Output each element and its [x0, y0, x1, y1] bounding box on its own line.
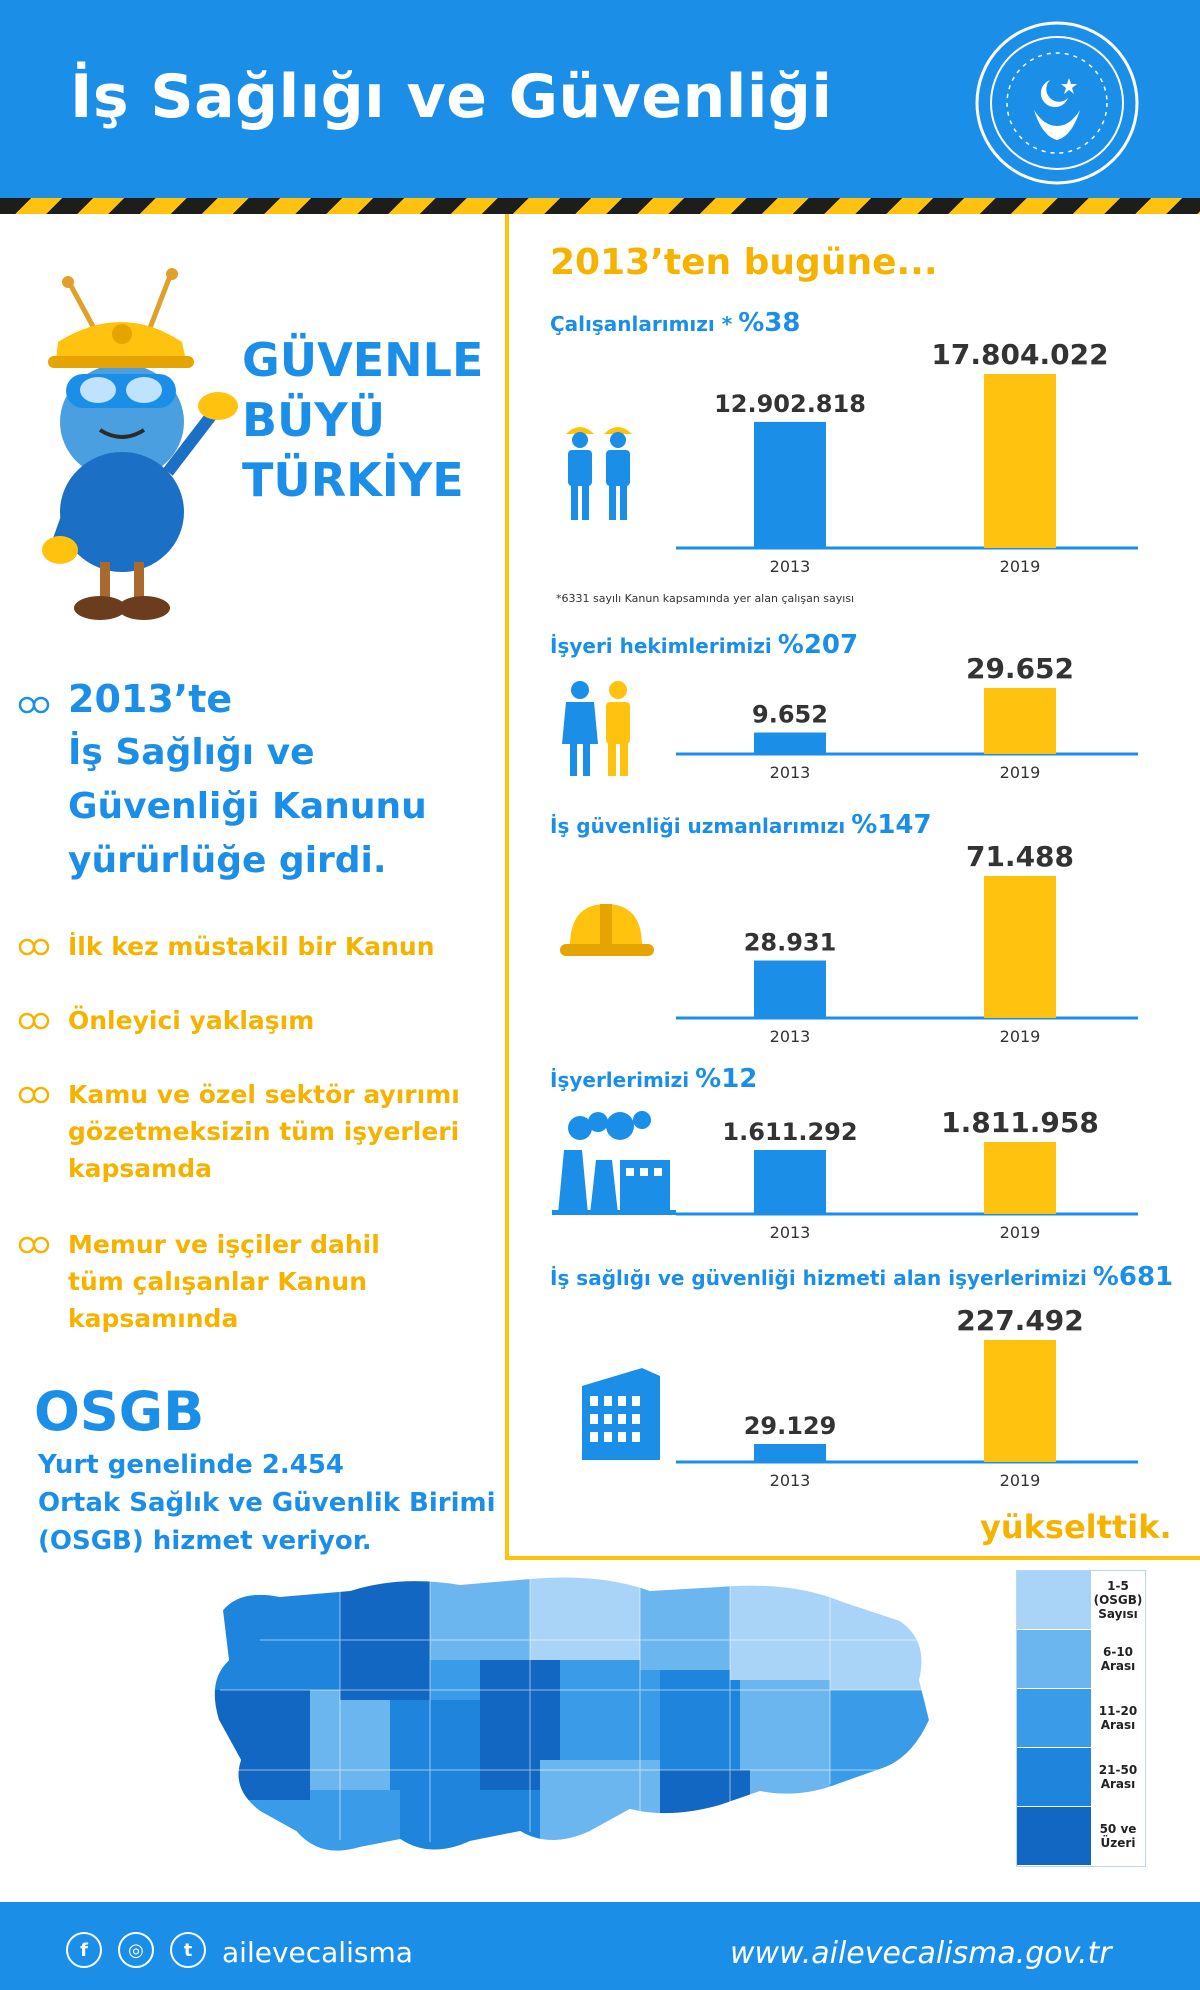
bar-chart-svg [660, 1098, 1140, 1244]
bar-value-label: 9.652 [752, 700, 828, 729]
instagram-icon[interactable]: ◎ [118, 1932, 154, 1968]
chart-workplace-doctors [660, 644, 1140, 784]
bar-value-label: 12.902.818 [714, 389, 866, 418]
metric-percent: %38 [738, 308, 801, 338]
law-title [68, 672, 427, 888]
chart-osh-service-workplaces [660, 1296, 1140, 1492]
bar-2019 [984, 688, 1056, 754]
bar-value-label: 71.488 [965, 840, 1075, 873]
legend-item [1017, 1571, 1145, 1630]
bar-2019 [984, 374, 1056, 548]
bar-2019 [984, 1340, 1056, 1462]
workers-icon [560, 418, 640, 522]
category-label: 2019 [999, 1471, 1041, 1490]
legend-swatch [1017, 1689, 1091, 1747]
legend-swatch [1017, 1630, 1091, 1688]
category-label: 2013 [769, 1471, 811, 1490]
category-label: 2013 [769, 1027, 811, 1046]
bar-chart-svg [660, 832, 1140, 1048]
legend-swatch [1017, 1807, 1091, 1865]
bar-value-label: 29.652 [965, 652, 1075, 685]
footer-bar [0, 1902, 1200, 1990]
bar-2019 [984, 876, 1056, 1018]
feature-line: kapsamında [68, 1304, 239, 1333]
metric-title: İşyerlerimizi [550, 1068, 690, 1092]
section-divider-bottom [505, 1556, 1200, 1560]
legend-item [1017, 1689, 1145, 1748]
bar-2013 [754, 422, 826, 548]
facebook-icon[interactable]: f [66, 1932, 102, 1968]
metric-percent: %147 [851, 810, 932, 840]
category-label: 2013 [769, 1223, 811, 1242]
law-line: İş Sağlığı ve [68, 732, 315, 773]
hard-hat-icon [556, 898, 656, 964]
chart-workplaces [660, 1098, 1140, 1244]
legend-label: 1-5 (OSGB) Sayısı [1091, 1571, 1145, 1629]
metric-percent: %207 [777, 630, 859, 660]
bar-chart-svg [660, 644, 1140, 784]
footnote: *6331 sayılı Kanun kapsamında yer alan çalışan sayısı [556, 592, 855, 605]
feature-line: İlk kez müstakil bir Kanun [68, 932, 435, 961]
bullet-icon [18, 936, 52, 958]
doctors-icon [560, 678, 640, 778]
bullet-icon [18, 1010, 52, 1032]
bar-value-label: 227.492 [956, 1304, 1084, 1337]
legend-label: 50 ve Üzeri [1091, 1807, 1145, 1865]
metric-title: İşyeri hekimlerimizi [550, 634, 772, 658]
twitter-icon[interactable]: t [170, 1932, 206, 1968]
legend-item [1017, 1630, 1145, 1689]
factory-icon [550, 1110, 676, 1216]
feature-line: kapsamda [68, 1154, 212, 1183]
slogan-line: TÜRKİYE [242, 453, 464, 507]
feature-item [68, 1226, 380, 1337]
bar-value-label: 1.811.958 [941, 1106, 1099, 1139]
legend-swatch [1017, 1748, 1091, 1806]
category-label: 2019 [999, 557, 1041, 576]
metric-percent: %681 [1092, 1262, 1174, 1292]
bar-2013 [754, 733, 826, 754]
mascot-illustration [18, 262, 248, 632]
category-label: 2019 [999, 763, 1041, 782]
metric-title: İş sağlığı ve güvenliği hizmeti alan işyerlerimizi [550, 1266, 1087, 1290]
category-label: 2019 [999, 1223, 1041, 1242]
legend-label: 21-50 Arası [1091, 1748, 1145, 1806]
osgb-title: OSGB [34, 1380, 205, 1443]
metric-title: İş güvenliği uzmanlarımızı [550, 814, 846, 838]
feature-item [68, 1002, 314, 1039]
feature-line: Memur ve işçiler dahil [68, 1230, 380, 1259]
legend-label: 6-10 Arası [1091, 1630, 1145, 1688]
bar-2013 [754, 1150, 826, 1214]
category-label: 2013 [769, 557, 811, 576]
category-label: 2019 [999, 1027, 1041, 1046]
osgb-description [38, 1446, 496, 1560]
feature-line: gözetmeksizin tüm işyerleri [68, 1117, 460, 1146]
bar-chart-svg [660, 330, 1140, 578]
building-icon [568, 1366, 668, 1462]
turkey-map [200, 1570, 940, 1900]
section-title: 2013’ten bugüne... [550, 242, 938, 283]
bar-value-label: 29.129 [743, 1412, 837, 1440]
bar-2013 [754, 1444, 826, 1462]
page-title: İş Sağlığı ve Güvenliği [70, 62, 833, 132]
bullet-icon [18, 1084, 52, 1106]
chart-employees [660, 330, 1140, 578]
ministry-seal-icon [972, 18, 1142, 188]
bar-chart-svg [660, 1296, 1140, 1492]
legend-item [1017, 1807, 1145, 1866]
osgb-line: Yurt genelinde 2.454 [38, 1450, 345, 1480]
chart-safety-experts [660, 832, 1140, 1048]
legend-swatch [1017, 1571, 1091, 1629]
bar-2013 [754, 961, 826, 1018]
bar-value-label: 28.931 [743, 928, 837, 957]
law-line: Güvenliği Kanunu [68, 786, 427, 827]
law-line: 2013’te [68, 677, 233, 721]
feature-item [68, 1076, 460, 1187]
slogan-line: GÜVENLE [242, 333, 484, 387]
metric-label [550, 1064, 757, 1094]
map-legend [1016, 1570, 1146, 1867]
osgb-line: Ortak Sağlık ve Güvenlik Birimi [38, 1488, 496, 1518]
hazard-stripe [0, 198, 1200, 214]
metric-label [550, 1262, 1173, 1292]
osgb-line: (OSGB) hizmet veriyor. [38, 1526, 372, 1556]
feature-item [68, 928, 435, 965]
closing-text: yükselttik. [980, 1508, 1172, 1546]
bullet-icon [18, 694, 52, 716]
legend-label: 11-20 Arası [1091, 1689, 1145, 1747]
slogan-line: BÜYÜ [242, 393, 386, 447]
social-handle[interactable]: ailevecalisma [222, 1936, 413, 1969]
header-bar [0, 0, 1200, 198]
feature-line: Kamu ve özel sektör ayırımı [68, 1080, 460, 1109]
legend-item [1017, 1748, 1145, 1807]
bullet-icon [18, 1234, 52, 1256]
bar-value-label: 1.611.292 [722, 1117, 858, 1146]
slogan [242, 330, 483, 510]
bar-2019 [984, 1142, 1056, 1214]
feature-line: tüm çalışanlar Kanun [68, 1267, 367, 1296]
website-link[interactable]: www.ailevecalisma.gov.tr [730, 1936, 1112, 1971]
metric-title: Çalışanlarımızı * [550, 312, 733, 336]
section-divider [505, 214, 509, 1560]
metric-percent: %12 [695, 1064, 758, 1094]
law-line: yürürlüğe girdi. [68, 840, 387, 881]
bar-value-label: 17.804.022 [931, 338, 1109, 371]
category-label: 2013 [769, 763, 811, 782]
feature-line: Önleyici yaklaşım [68, 1006, 315, 1035]
